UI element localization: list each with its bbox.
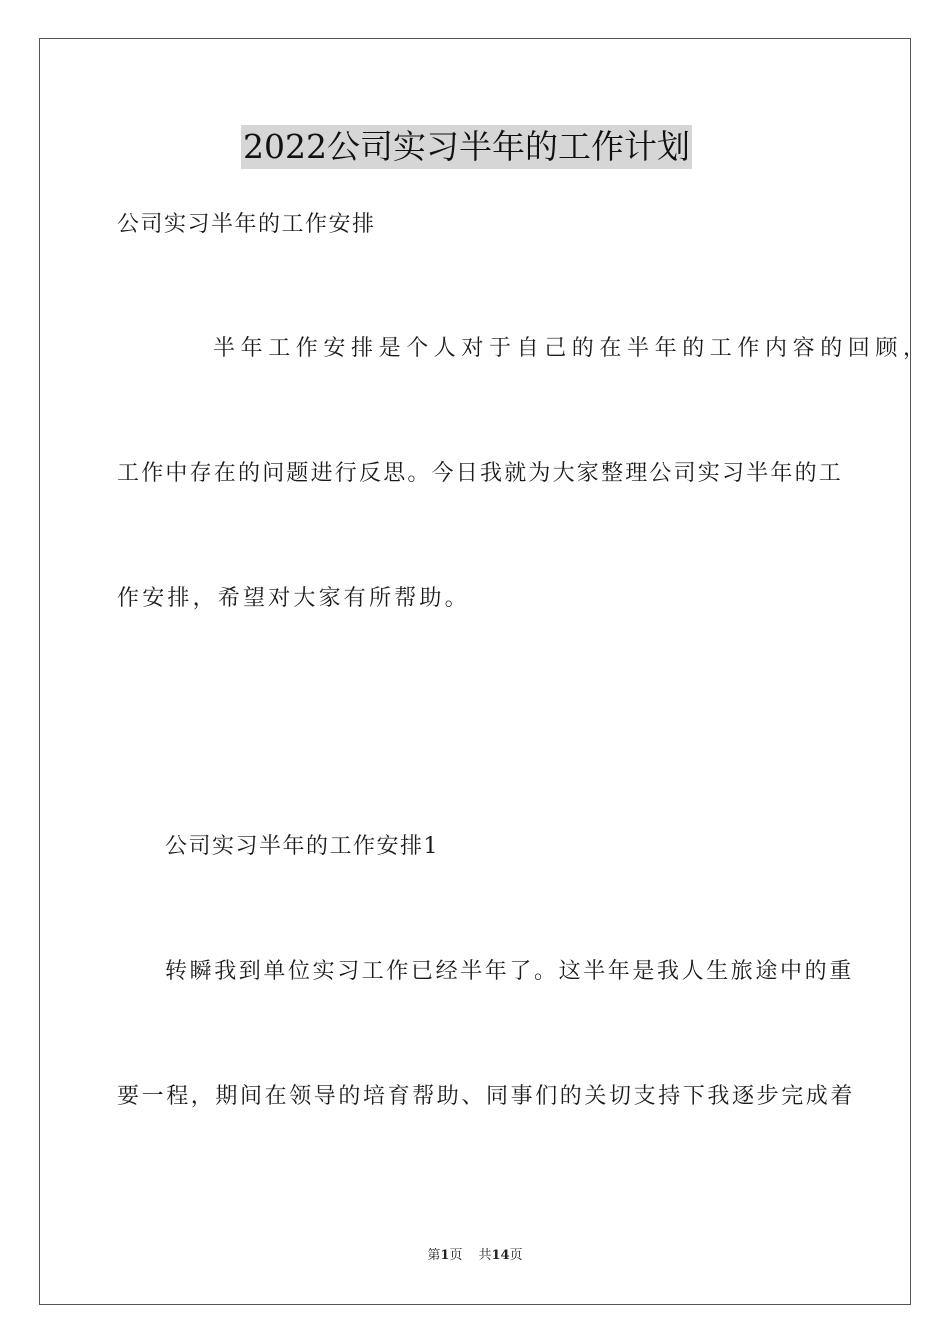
page-suffix: 页 [449, 1248, 463, 1263]
total-suffix: 页 [509, 1248, 523, 1263]
section-heading: 公司实习半年的工作安排1 [165, 834, 439, 859]
paragraph-line: 作安排，希望对大家有所帮助。 [117, 586, 470, 611]
page-number: 1 [440, 1248, 450, 1263]
page-prefix: 第 [427, 1248, 441, 1263]
paragraph-line: 要一程，期间在领导的培育帮助、同事们的关切支持下我逐步完成着 [117, 1084, 856, 1109]
subtitle-line: 公司实习半年的工作安排 [117, 212, 376, 237]
total-prefix: 共 [478, 1248, 492, 1263]
total-pages: 14 [491, 1248, 510, 1263]
document-title: 2022公司实习半年的工作计划 [241, 125, 692, 169]
page-footer [0, 1247, 950, 1265]
paragraph-line: 转瞬我到单位实习工作已经半年了。这半年是我人生旅途中的重 [165, 959, 854, 984]
paragraph-line: 工作中存在的问题进行反思。今日我就为大家整理公司实习半年的工 [117, 461, 844, 486]
paragraph-line: 半年工作安排是个人对于自己的在半年的工作内容的回顾， [213, 336, 931, 361]
